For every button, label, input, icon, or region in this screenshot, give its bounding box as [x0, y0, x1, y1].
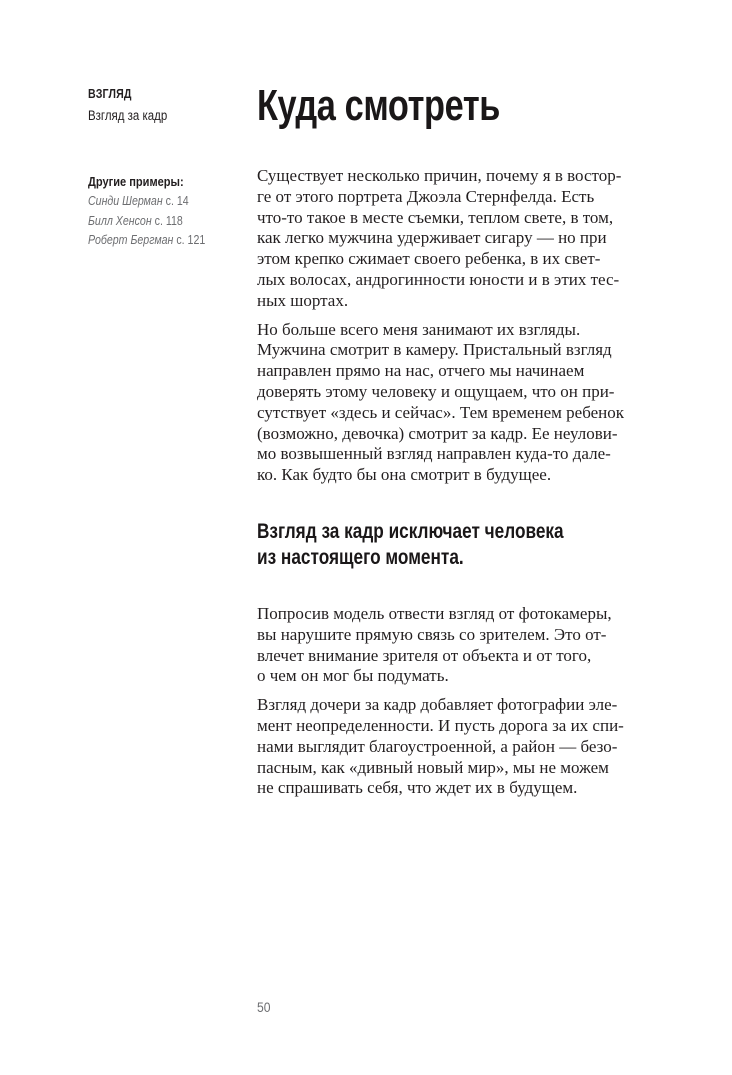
text-line: что-то такое в месте съемки, теплом свете, в том, — [257, 207, 614, 227]
text-line: Но больше всего меня занимают их взгляды. — [257, 319, 581, 339]
text-line: мо возвышенный взгляд направлен куда-то дале- — [257, 444, 611, 464]
text-line: влечет внимание зрителя от объекта и от того, — [257, 645, 592, 665]
page-title: Куда смотреть — [257, 81, 500, 130]
reference-item — [88, 231, 224, 251]
main-text — [257, 166, 661, 799]
text-line: Попросив модель отвести взгляд от фотокамеры, — [257, 603, 612, 623]
text-line: ге от этого портрета Джоэла Стернфелда. Есть — [257, 186, 595, 206]
other-examples-title: Другие примеры: — [88, 174, 184, 189]
reference-page: с. 118 — [154, 213, 183, 228]
body-paragraph — [257, 695, 661, 799]
reference-page: с. 121 — [176, 233, 206, 247]
reference-name: Роберт Бергман — [88, 233, 174, 247]
section-label: ВЗГЛЯД — [88, 87, 132, 101]
reference-item — [88, 212, 224, 232]
text-line: нами выглядит благоустроенной, а район — безо- — [257, 736, 618, 756]
text-line: (возможно, девочка) смотрит за кадр. Ее неулови- — [257, 423, 618, 443]
text-line: вы нарушите прямую связь со зрителем. Это от- — [257, 624, 607, 644]
text-line: мент неопределенности. И пусть дорога за их спи- — [257, 715, 624, 735]
page-number: 50 — [257, 1000, 271, 1015]
text-line: Взгляд дочери за кадр добавляет фотографии эле- — [257, 695, 618, 715]
pull-quote-line: Взгляд за кадр исключает человека — [257, 519, 564, 543]
text-line: о чем он мог бы подумать. — [257, 666, 449, 686]
reference-list — [88, 192, 248, 251]
text-line: ко. Как будто бы она смотрит в будущее. — [257, 465, 552, 485]
reference-name: Билл Хенсон — [88, 213, 152, 228]
text-line: ных шортах. — [257, 290, 349, 310]
reference-name: Синди Шерман — [88, 194, 163, 208]
text-line: Мужчина смотрит в камеру. Пристальный взгляд — [257, 340, 612, 360]
pull-quote-line: из настоящего момента. — [257, 545, 464, 569]
text-line: не спрашивать себя, что ждет их в будущем. — [257, 778, 578, 798]
sidebar — [88, 86, 238, 247]
text-line: Существует несколько причин, почему я в востор- — [257, 166, 622, 185]
text-line: лых волосах, андрогинности юности и в этих тес- — [257, 269, 620, 289]
pull-quote — [257, 519, 651, 571]
text-line: как легко мужчина удерживает сигару — но при — [257, 228, 607, 248]
text-line: доверять этому человеку и ощущаем, что он при- — [257, 381, 615, 401]
text-line: пасным, как «дивный новый мир», мы не можем — [257, 757, 609, 777]
body-paragraph — [257, 166, 661, 312]
body-paragraph — [257, 320, 661, 486]
text-line: сутствует «здесь и сейчас». Тем временем ребенок — [257, 402, 625, 422]
body-paragraph — [257, 604, 661, 687]
reference-page: с. 14 — [165, 194, 189, 208]
reference-item — [88, 192, 224, 212]
section-subtitle: Взгляд за кадр — [88, 108, 168, 123]
text-line: этом крепко сжимает своего ребенка, в их свет- — [257, 249, 601, 269]
other-examples — [88, 172, 248, 251]
text-line: направлен прямо на нас, отчего мы начинаем — [257, 361, 585, 381]
